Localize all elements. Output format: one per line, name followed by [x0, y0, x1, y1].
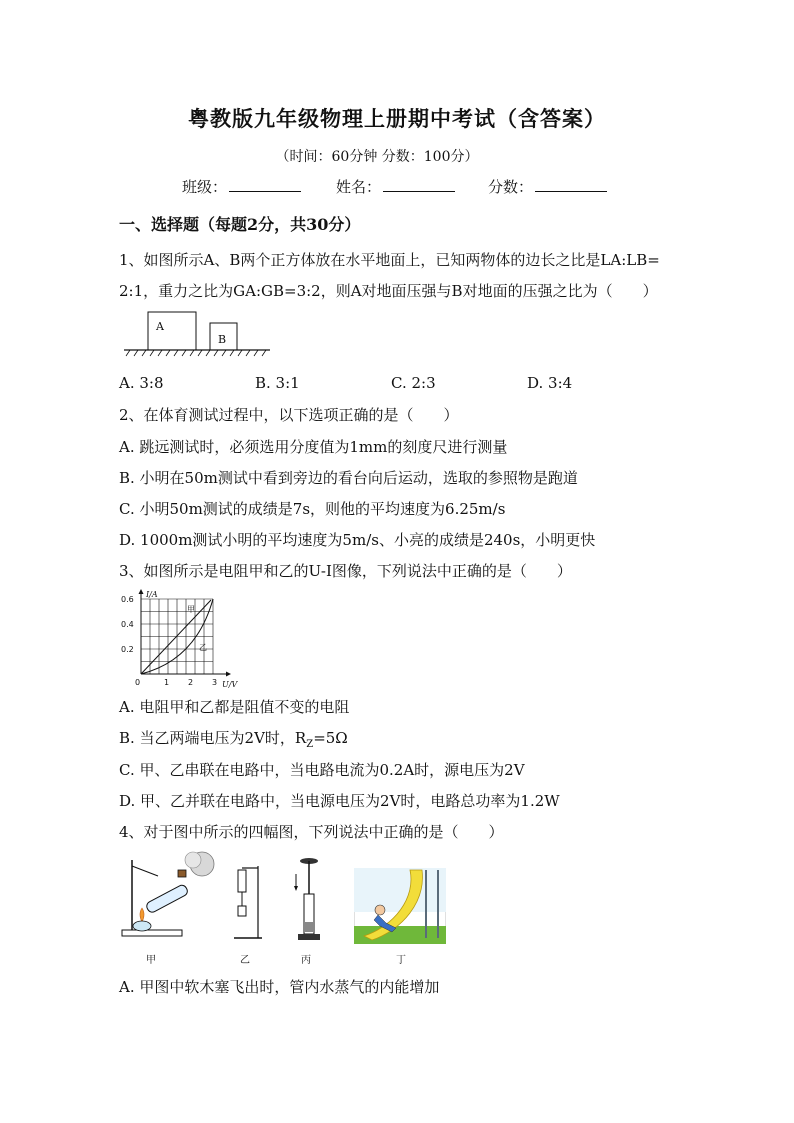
page-title: 粤教版九年级物理上册期中考试（含答案）	[188, 106, 606, 131]
x-axis-arrow	[226, 672, 231, 677]
label-b: B	[218, 333, 227, 346]
q3-text: 3、如图所示是电阻甲和乙的U-I图像，下列说法中正确的是（ ）	[119, 562, 572, 580]
class-field	[182, 176, 301, 197]
q3-ui-graph	[116, 588, 246, 690]
caption-jia: 甲	[146, 955, 156, 966]
y-tick-0-4: 0.4	[121, 620, 134, 629]
x-tick-0: 0	[135, 678, 141, 687]
section-heading: 一、选择题（每题2分，共30分）	[119, 215, 361, 234]
class-label: 班级：	[182, 178, 228, 196]
caption-yi: 乙	[240, 955, 250, 966]
alcohol-lamp	[133, 921, 151, 931]
sky	[354, 868, 446, 912]
clamp-arm	[132, 866, 158, 876]
q2-option-b: B. 小明在50m测试中看到旁边的看台向后运动，选取的参照物是跑道	[119, 469, 578, 487]
score-field	[488, 176, 607, 197]
y-tick-0-6: 0.6	[121, 595, 134, 604]
y-axis-label: I/A	[146, 590, 158, 599]
label-a: A	[156, 320, 164, 333]
x-axis-label: U/V	[222, 680, 238, 689]
steam-puff	[185, 852, 201, 868]
q4-figure-bing	[290, 856, 326, 944]
q1-figure	[120, 308, 280, 360]
cork	[178, 870, 186, 877]
q4-figure-ding	[354, 868, 446, 944]
q1-option-a: A. 3:8	[119, 374, 164, 392]
curve-label-yi: 乙	[199, 643, 207, 652]
q3-option-b-suffix: =5Ω	[313, 729, 348, 747]
exam-time-score: （时间：60分钟 分数：100分）	[275, 149, 479, 165]
cylinder-base	[298, 934, 320, 940]
q3-option-b-prefix: B. 当乙两端电压为2V时，R	[119, 729, 307, 747]
push-arrow-head	[294, 886, 298, 891]
name-field	[336, 176, 455, 197]
q3-option-d: D. 甲、乙并联在电路中，当电源电压为2V时，电路总功率为1.2W	[119, 792, 560, 810]
q4-option-a: A. 甲图中软木塞飞出时，管内水蒸气的内能增加	[119, 978, 440, 996]
flame	[140, 908, 144, 922]
q4-text: 4、对于图中所示的四幅图，下列说法中正确的是（ ）	[119, 823, 504, 841]
q3-option-c: C. 甲、乙串联在电路中，当电路电流为0.2A时，源电压为2V	[119, 761, 525, 779]
q4-figure-jia	[118, 850, 218, 942]
caption-bing: 丙	[301, 955, 311, 966]
x-tick-3: 3	[212, 678, 218, 687]
y-axis-arrow	[139, 589, 144, 594]
score-blank	[535, 177, 607, 192]
name-label: 姓名：	[336, 178, 382, 196]
q2-option-c: C. 小明50m测试的成绩是7s，则他的平均速度为6.25m/s	[119, 500, 506, 518]
q1-option-c: C. 2:3	[391, 374, 436, 392]
caption-ding: 丁	[396, 955, 406, 966]
q1-text-line1: 1、如图所示A、B两个正方体放在水平地面上，已知两物体的边长之比是LA:LB=	[119, 251, 660, 269]
ground-hatching	[126, 350, 266, 356]
name-blank	[383, 177, 455, 192]
class-blank	[229, 177, 301, 192]
q3-option-b-sub: Z	[306, 739, 314, 750]
q2-text: 2、在体育测试过程中，以下选项正确的是（ ）	[119, 406, 459, 424]
q1-option-b: B. 3:1	[255, 374, 300, 392]
q1-text-line2: 2:1，重力之比为GA:GB=3:2，则A对地面压强与B对地面的压强之比为（ ）	[119, 282, 658, 300]
q1-option-d: D. 3:4	[527, 374, 573, 392]
q4-figure-yi	[228, 862, 268, 942]
q2-option-d: D. 1000m测试小明的平均速度为5m/s、小亮的成绩是240s，小明更快	[119, 531, 596, 549]
upper-block	[238, 870, 246, 892]
q3-option-a: A. 电阻甲和乙都是阻值不变的电阻	[119, 698, 350, 716]
q3-option-b	[119, 727, 348, 750]
score-label: 分数：	[488, 178, 534, 196]
lower-block	[238, 906, 246, 916]
x-tick-2: 2	[188, 678, 194, 687]
x-tick-1: 1	[164, 678, 170, 687]
curve-label-jia: 甲	[187, 605, 195, 614]
test-tube	[145, 884, 189, 914]
child-head	[375, 905, 385, 915]
curve-jia	[141, 600, 211, 674]
y-tick-0-2: 0.2	[121, 645, 134, 654]
cotton	[305, 922, 313, 932]
stand-base	[122, 930, 182, 936]
q2-option-a: A. 跳远测试时，必须选用分度值为1mm的刻度尺进行测量	[119, 438, 508, 456]
